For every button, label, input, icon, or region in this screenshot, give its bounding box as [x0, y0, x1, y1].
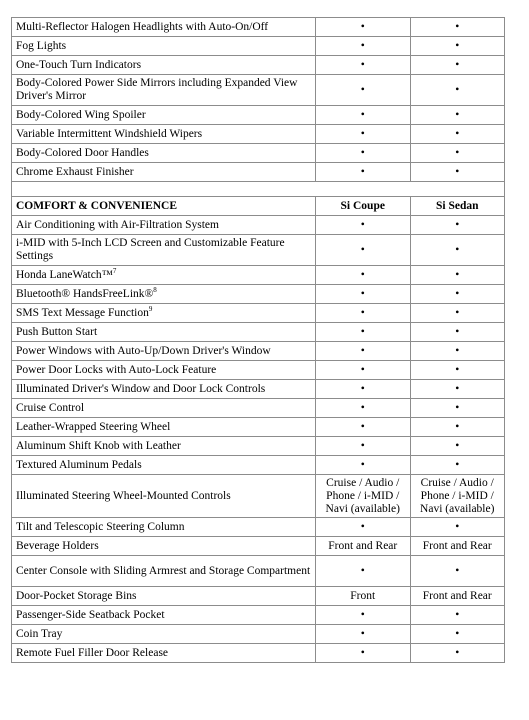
feature-name: Illuminated Steering Wheel-Mounted Controls: [12, 475, 316, 518]
footnote-marker: 7: [112, 266, 117, 275]
table-row: [12, 625, 505, 644]
section-title: COMFORT & CONVENIENCE: [12, 197, 316, 216]
feature-name: Center Console with Sliding Armrest and Storage Compartment: [12, 556, 316, 587]
si-coupe-value: •: [316, 18, 411, 37]
si-coupe-value: •: [316, 125, 411, 144]
feature-name: Leather-Wrapped Steering Wheel: [12, 418, 316, 437]
si-coupe-value: •: [316, 606, 411, 625]
spec-table: [11, 17, 505, 663]
si-coupe-value: •: [316, 235, 411, 266]
feature-name: Passenger-Side Seatback Pocket: [12, 606, 316, 625]
si-sedan-value: •: [410, 18, 505, 37]
si-sedan-value: •: [410, 125, 505, 144]
feature-name: Variable Intermittent Windshield Wipers: [12, 125, 316, 144]
si-coupe-value: •: [316, 56, 411, 75]
table-row: [12, 266, 505, 285]
table-row: [12, 418, 505, 437]
si-sedan-value: •: [410, 380, 505, 399]
feature-name: Illuminated Driver's Window and Door Lock Controls: [12, 380, 316, 399]
si-sedan-value: •: [410, 418, 505, 437]
feature-name: One-Touch Turn Indicators: [12, 56, 316, 75]
si-sedan-value: Front and Rear: [410, 537, 505, 556]
feature-name: Beverage Holders: [12, 537, 316, 556]
si-coupe-value: •: [316, 556, 411, 587]
si-coupe-value: •: [316, 399, 411, 418]
table-row: [12, 456, 505, 475]
table-row: [12, 380, 505, 399]
si-sedan-value: Front and Rear: [410, 587, 505, 606]
table-row: [12, 587, 505, 606]
table-row: [12, 342, 505, 361]
si-coupe-value: •: [316, 380, 411, 399]
si-coupe-value: •: [316, 644, 411, 663]
si-coupe-value: •: [316, 285, 411, 304]
si-coupe-value: •: [316, 163, 411, 182]
feature-name: Aluminum Shift Knob with Leather: [12, 437, 316, 456]
si-coupe-value: •: [316, 266, 411, 285]
si-coupe-value: •: [316, 418, 411, 437]
feature-name: Air Conditioning with Air-Filtration System: [12, 216, 316, 235]
feature-label: Bluetooth® HandsFreeLink®: [16, 287, 154, 300]
feature-name: Tilt and Telescopic Steering Column: [12, 518, 316, 537]
table-row: [12, 323, 505, 342]
si-sedan-value: •: [410, 304, 505, 323]
si-sedan-value: •: [410, 106, 505, 125]
feature-name: Textured Aluminum Pedals: [12, 456, 316, 475]
table-row: [12, 399, 505, 418]
footnote-marker: 8: [153, 285, 157, 294]
si-coupe-value: •: [316, 144, 411, 163]
si-sedan-value: •: [410, 266, 505, 285]
si-coupe-value: Cruise / Audio / Phone / i-MID / Navi (available): [316, 475, 411, 518]
feature-name: i-MID with 5-Inch LCD Screen and Customizable Feature Settings: [12, 235, 316, 266]
si-sedan-value: •: [410, 323, 505, 342]
si-sedan-value: Cruise / Audio / Phone / i-MID / Navi (available): [410, 475, 505, 518]
si-sedan-value: •: [410, 399, 505, 418]
feature-label: SMS Text Message Function: [16, 306, 149, 319]
si-coupe-value: Front: [316, 587, 411, 606]
feature-name: Body-Colored Door Handles: [12, 144, 316, 163]
si-coupe-value: •: [316, 625, 411, 644]
spacer-row: [12, 182, 505, 197]
table-row: [12, 437, 505, 456]
table-row: [12, 606, 505, 625]
si-sedan-value: •: [410, 625, 505, 644]
si-coupe-value: •: [316, 75, 411, 106]
si-sedan-value: •: [410, 456, 505, 475]
si-coupe-value: •: [316, 456, 411, 475]
si-sedan-value: •: [410, 56, 505, 75]
si-coupe-value: •: [316, 437, 411, 456]
si-sedan-value: •: [410, 342, 505, 361]
feature-label: Honda LaneWatch™: [16, 268, 113, 281]
si-sedan-value: •: [410, 163, 505, 182]
si-sedan-value: •: [410, 518, 505, 537]
table-row: [12, 216, 505, 235]
table-row: [12, 644, 505, 663]
feature-name: Cruise Control: [12, 399, 316, 418]
table-row: [12, 106, 505, 125]
feature-name: Push Button Start: [12, 323, 316, 342]
si-coupe-value: Front and Rear: [316, 537, 411, 556]
column-header-si-coupe: Si Coupe: [316, 197, 411, 216]
table-row: [12, 304, 505, 323]
si-sedan-value: •: [410, 216, 505, 235]
table-row: [12, 37, 505, 56]
si-sedan-value: •: [410, 75, 505, 106]
si-sedan-value: •: [410, 37, 505, 56]
table-row: [12, 285, 505, 304]
table-row: [12, 75, 505, 106]
feature-name: Body-Colored Wing Spoiler: [12, 106, 316, 125]
feature-name: Fog Lights: [12, 37, 316, 56]
table-row: [12, 56, 505, 75]
feature-name: Chrome Exhaust Finisher: [12, 163, 316, 182]
table-row: [12, 361, 505, 380]
si-coupe-value: •: [316, 216, 411, 235]
table-row: [12, 144, 505, 163]
table-row: [12, 475, 505, 518]
si-sedan-value: •: [410, 285, 505, 304]
table-row: [12, 556, 505, 587]
feature-name: Body-Colored Power Side Mirrors including Expanded View Driver's Mirror: [12, 75, 316, 106]
si-sedan-value: •: [410, 144, 505, 163]
si-sedan-value: •: [410, 235, 505, 266]
feature-name: Coin Tray: [12, 625, 316, 644]
feature-name: [12, 266, 316, 285]
footnote-marker: 9: [148, 304, 153, 313]
table-row: [12, 18, 505, 37]
si-coupe-value: •: [316, 518, 411, 537]
feature-name: Remote Fuel Filler Door Release: [12, 644, 316, 663]
table-row: [12, 518, 505, 537]
si-sedan-value: •: [410, 361, 505, 380]
table-row: [12, 163, 505, 182]
feature-name: [12, 285, 316, 304]
si-sedan-value: •: [410, 606, 505, 625]
si-coupe-value: •: [316, 361, 411, 380]
si-coupe-value: •: [316, 323, 411, 342]
si-sedan-value: •: [410, 644, 505, 663]
si-coupe-value: •: [316, 37, 411, 56]
table-row: [12, 537, 505, 556]
spacer-cell: [12, 182, 505, 197]
si-coupe-value: •: [316, 106, 411, 125]
column-header-si-sedan: Si Sedan: [410, 197, 505, 216]
feature-name: Multi-Reflector Halogen Headlights with Auto-On/Off: [12, 18, 316, 37]
feature-name: Power Door Locks with Auto-Lock Feature: [12, 361, 316, 380]
feature-name: [12, 304, 316, 323]
table-row: [12, 235, 505, 266]
feature-name: Power Windows with Auto-Up/Down Driver's Window: [12, 342, 316, 361]
si-sedan-value: •: [410, 437, 505, 456]
si-coupe-value: •: [316, 342, 411, 361]
section-header-row: [12, 197, 505, 216]
si-sedan-value: •: [410, 556, 505, 587]
feature-name: Door-Pocket Storage Bins: [12, 587, 316, 606]
table-row: [12, 125, 505, 144]
si-coupe-value: •: [316, 304, 411, 323]
